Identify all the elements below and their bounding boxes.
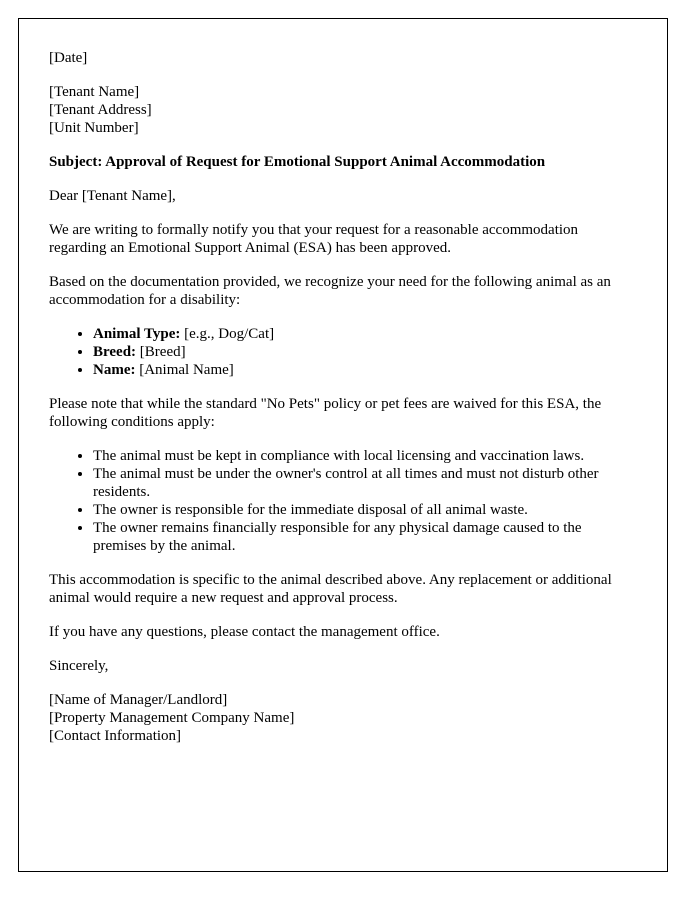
recipient-name-line: [Tenant Name] [49, 84, 140, 100]
condition-item: • The owner is responsible for the immediate disposal of all animal waste. [93, 501, 637, 519]
animal-detail-value: [Animal Name] [135, 362, 234, 378]
condition-item: • The animal must be kept in compliance with local licensing and vaccination laws. [93, 447, 637, 465]
signature-company-line: [Property Management Company Name] [49, 710, 295, 726]
intro-paragraph: We are writing to formally notify you that your request for a reasonable accommodation regarding an Emotional Support Animal (ESA) has been approved. [49, 222, 579, 256]
signature-manager-line: [Name of Manager/Landlord] [49, 692, 228, 708]
animal-details-list [49, 325, 637, 379]
subject-line: Subject: Approval of Request for Emotional Support Animal Accommodation [49, 154, 546, 170]
questions-paragraph: If you have any questions, please contact the management office. [49, 624, 440, 640]
animal-detail-item [93, 361, 637, 379]
salutation-line: Dear [Tenant Name], [49, 188, 176, 204]
conditions-intro-paragraph: Please note that while the standard "No Pets" policy or pet fees are waived for this ESA, the following conditions apply: [49, 396, 602, 430]
animal-detail-label: Name: [93, 362, 136, 378]
animal-detail-item [93, 343, 637, 361]
recipient-block [49, 83, 637, 137]
specificity-paragraph: This accommodation is specific to the animal described above. Any replacement or additional animal would require a new request and approval process. [49, 572, 612, 606]
animal-detail-value: [e.g., Dog/Cat] [180, 326, 275, 342]
condition-item: • The animal must be under the owner's control at all times and must not disturb other residents. [93, 465, 637, 501]
letter-document [18, 18, 668, 872]
conditions-list [49, 447, 637, 555]
animal-detail-label: Breed: [93, 344, 137, 360]
recipient-unit-line: [Unit Number] [49, 120, 139, 136]
animal-detail-item [93, 325, 637, 343]
signature-block [49, 691, 637, 745]
animal-detail-value: [Breed] [136, 344, 186, 360]
recipient-address-line: [Tenant Address] [49, 102, 152, 118]
basis-paragraph: Based on the documentation provided, we recognize your need for the following animal as an accommodation for a disability: [49, 274, 611, 308]
animal-detail-label: Animal Type: [93, 326, 181, 342]
date-line: [Date] [49, 50, 88, 66]
condition-item: • The owner remains financially responsible for any physical damage caused to the premises by the animal. [93, 519, 637, 555]
closing-line: Sincerely, [49, 658, 109, 674]
signature-contact-line: [Contact Information] [49, 728, 182, 744]
